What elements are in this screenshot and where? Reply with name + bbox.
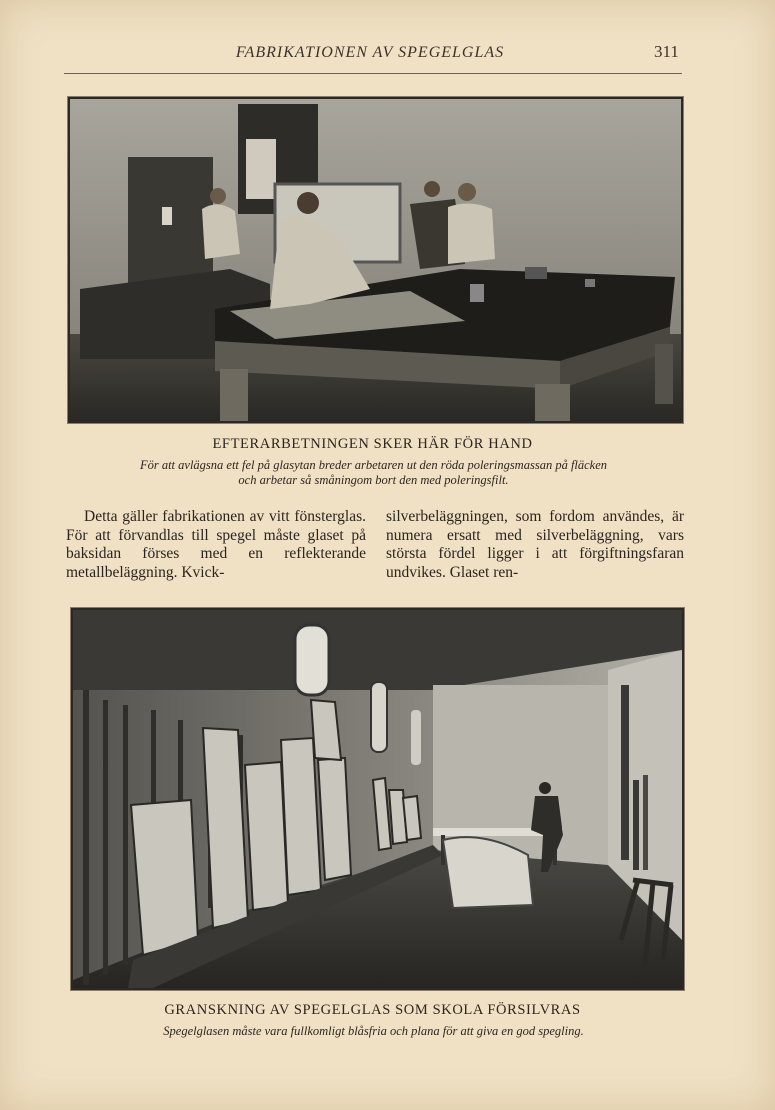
photo-mirror-inspection [71,608,684,990]
photo-mirror-inspection-illustration [73,610,682,988]
body-left-column [66,508,366,582]
body-right-column [386,508,684,582]
photo-hand-finishing-illustration [70,99,681,421]
photo-hand-finishing [68,97,683,423]
body-right-paragraph: silverbeläggningen, som fordom användes, är numera ersatt med silverbeläggning, vars största fördel ligger i att förgiftningsfaran undvikes. Glaset ren- [386,508,684,581]
figure1-caption-title: EFTERARBETNINGEN SKER HÄR FÖR HAND [212,436,533,452]
figure2-caption-title: GRANSKNING AV SPEGELGLAS SOM SKOLA FÖRSILVRAS [164,1002,581,1018]
header-rule [64,73,682,74]
body-left-paragraph: Detta gäller fabrikationen av vitt fönsterglas. För att förvandlas till spegel måste glaset på baksidan förses med en reflekterande metallbeläggning. Kvick- [66,508,366,581]
page-number: 311 [654,42,679,61]
figure2-caption-line1: Spegelglasen måste vara fullkomligt blåsfria och plana för att giva en god spegling. [163,1024,584,1038]
figure1-caption-line1: För att avlägsna ett fel på glasytan breder arbetaren ut den röda poleringsmassan på fläcken [139,458,608,472]
figure1-caption-line2: och arbetar så småningom bort den med poleringsfilt. [238,473,509,487]
running-title: FABRIKATIONEN AV SPEGELGLAS [235,44,505,61]
